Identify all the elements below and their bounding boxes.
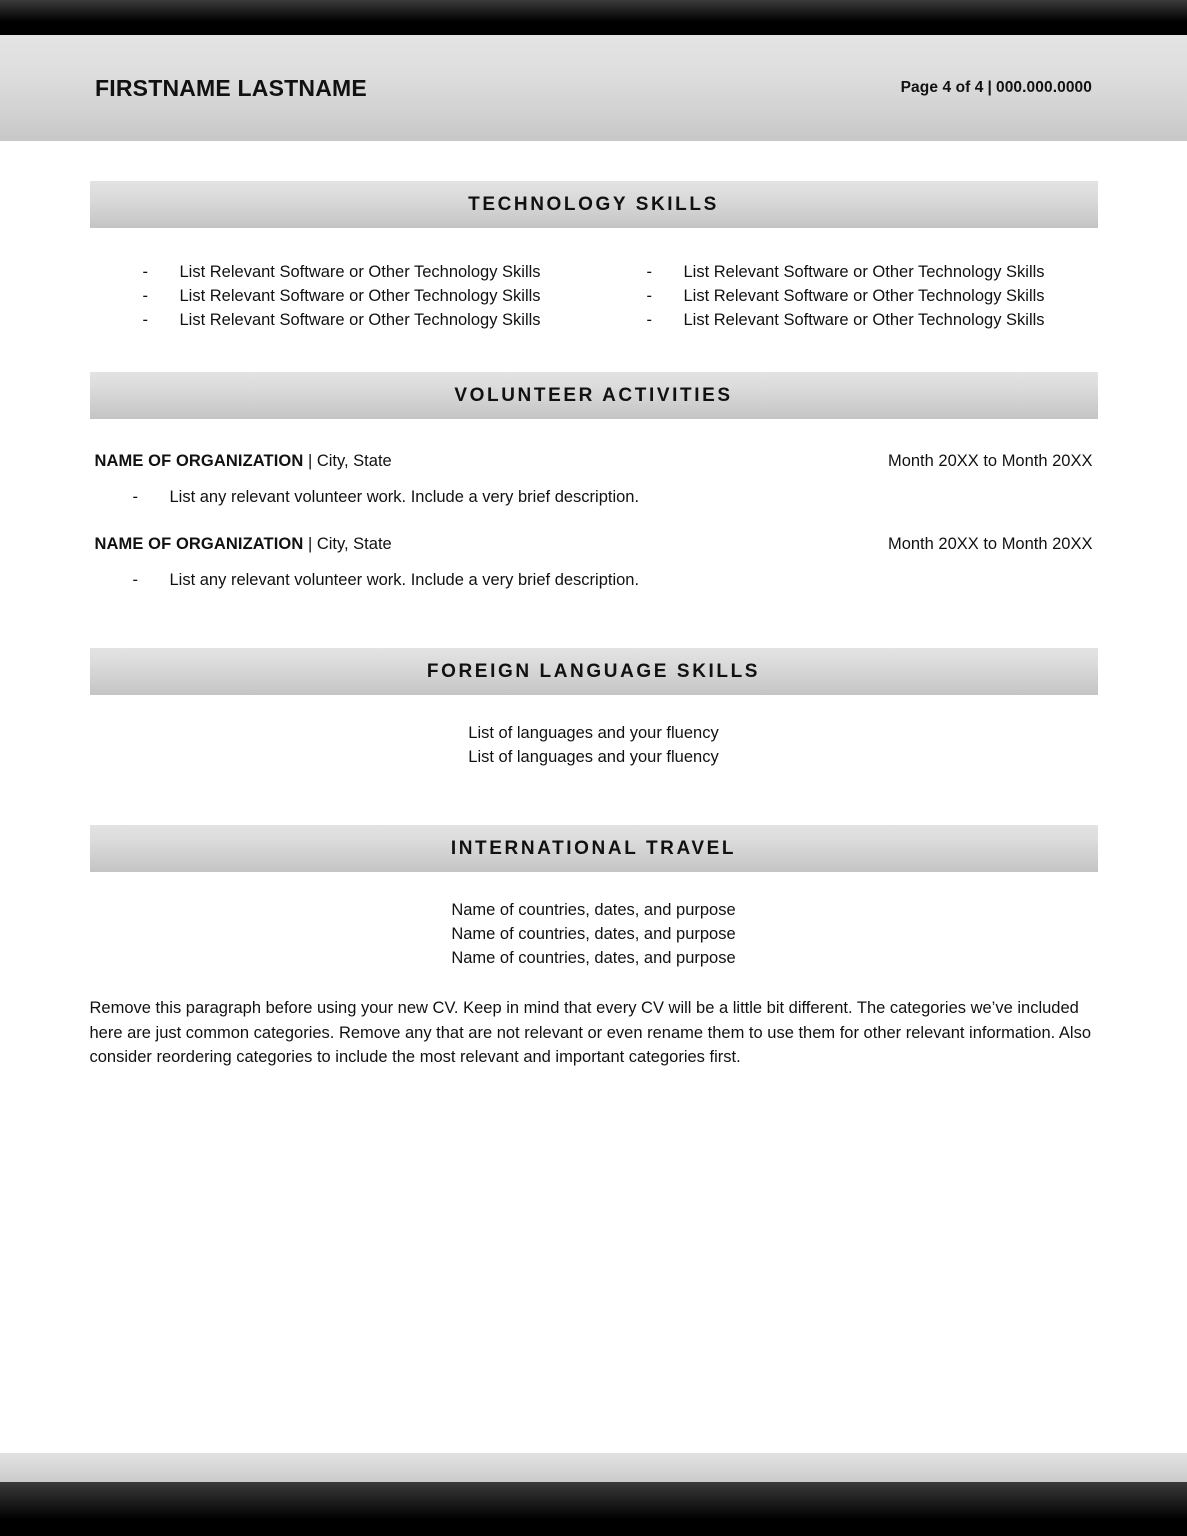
list-item [594,260,1098,284]
bullet-dash-icon: - [142,311,148,329]
list-item-label: Name of countries, dates, and purpose [451,901,736,919]
list-item-label: List of languages and your fluency [468,724,719,742]
spacer [0,769,1187,809]
section-title-international-travel: INTERNATIONAL TRAVEL [450,837,737,859]
volunteer-organization-location: | City, State [303,452,392,470]
header-meta [901,79,1092,97]
list-item-label: List Relevant Software or Other Technology Skills [179,287,541,305]
volunteer-organization-line [95,532,392,556]
top-black-band [0,0,1187,35]
list-item-label: List Relevant Software or Other Technology Skills [683,263,1045,281]
list-item [594,308,1098,332]
list-item-label: List Relevant Software or Other Technology Skills [179,311,541,329]
section-header-technology-skills [90,181,1098,228]
list-item-label: List Relevant Software or Other Technology Skills [179,263,541,281]
list-item-label: List any relevant volunteer work. Include a very brief description. [169,488,640,506]
volunteer-dates: Month 20XX to Month 20XX [887,535,1093,553]
list-item [90,568,1098,592]
spacer [0,556,1187,568]
spacer [0,695,1187,721]
bullet-dash-icon: - [646,311,652,329]
bullet-dash-icon: - [142,287,148,305]
bullet-dash-icon: - [646,263,652,281]
list-item-label: Name of countries, dates, and purpose [451,949,736,967]
volunteer-entry-header [90,532,1098,556]
section-header-volunteer-activities [90,372,1098,419]
section-header-foreign-language-skills [90,648,1098,695]
spacer [0,509,1187,532]
bullet-dash-icon: - [132,571,138,589]
spacer [0,228,1187,260]
list-item-label: List any relevant volunteer work. Include a very brief description. [169,571,640,589]
section-title-foreign-language-skills: FOREIGN LANGUAGE SKILLS [426,660,761,682]
spacer [0,141,1187,181]
spacer [0,419,1187,449]
footer-band [0,1453,1187,1482]
list-item [90,260,594,284]
volunteer-entry-header [90,449,1098,473]
header-page-label: Page 4 of 4 [900,79,984,96]
volunteer-organization-line [95,449,392,473]
list-item-label: List Relevant Software or Other Technology Skills [683,311,1045,329]
spacer [0,970,1187,996]
section-title-volunteer-activities: VOLUNTEER ACTIVITIES [454,384,733,406]
header-phone: 000.000.0000 [995,79,1092,96]
section-header-international-travel [90,825,1098,872]
list-item [594,284,1098,308]
technology-skills-columns [90,260,1098,332]
header-separator: | [987,79,992,96]
list-item [90,284,594,308]
closing-instruction-paragraph: Remove this paragraph before using your new CV. Keep in mind that every CV will be a little bit different. The categories we’ve included here are just common categories. Remove any that are not relevant or even rename them to use them for other relevant information. Also consider reordering categories to include the most relevant and important categories first. [89,999,1092,1066]
bullet-dash-icon: - [646,287,652,305]
list-item-label: List of languages and your fluency [468,748,719,766]
document-content [0,141,1187,1070]
list-item [90,485,1098,509]
technology-skills-column-right [594,260,1098,332]
page-header [0,35,1187,141]
technology-skills-column-left [90,260,594,332]
foreign-language-list [90,721,1098,769]
bottom-black-band [0,1482,1187,1536]
section-title-technology-skills: TECHNOLOGY SKILLS [468,193,719,215]
spacer [0,872,1187,898]
bullet-dash-icon: - [142,263,148,281]
international-travel-list [90,898,1098,970]
header-candidate-name: FIRSTNAME LASTNAME [95,74,367,101]
volunteer-dates: Month 20XX to Month 20XX [887,452,1093,470]
list-item-label: Name of countries, dates, and purpose [451,925,736,943]
volunteer-organization-name: NAME OF ORGANIZATION [94,535,304,553]
list-item-label: List Relevant Software or Other Technology Skills [683,287,1045,305]
list-item [90,308,594,332]
bullet-dash-icon: - [132,488,138,506]
spacer [0,632,1187,648]
spacer [0,473,1187,485]
volunteer-organization-name: NAME OF ORGANIZATION [94,452,304,470]
spacer [0,809,1187,825]
spacer [0,592,1187,632]
volunteer-organization-location: | City, State [303,535,392,553]
spacer [0,332,1187,372]
